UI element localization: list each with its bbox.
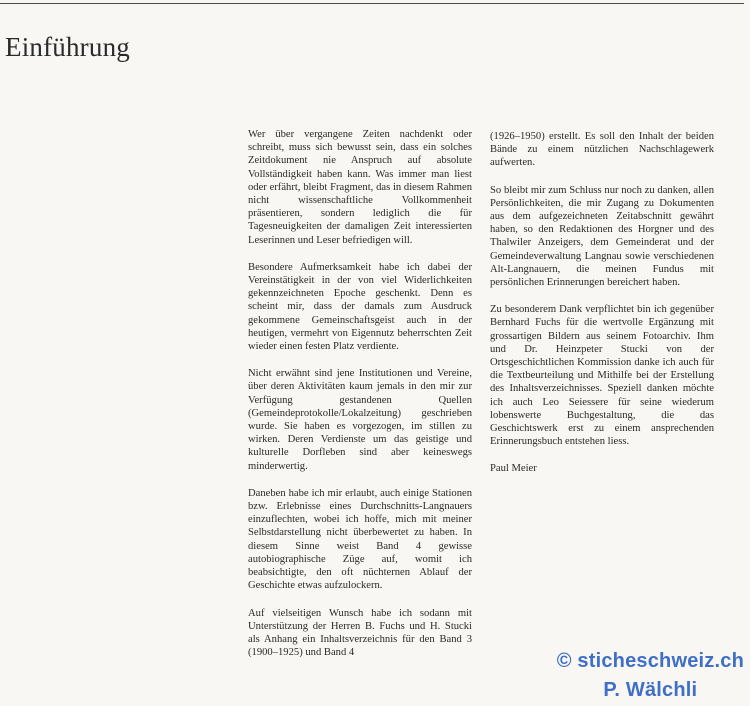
watermark-line-2: P. Wälchli (603, 679, 698, 701)
paragraph: Nicht erwähnt sind jene Institutionen und Vereine, über deren Aktivitäten kaum jemals in den mir zur Verfügung gestandenen Quellen (Gemeindeprotokolle/Lokalzeitung) geschrieben wurde. Sie haben es vorgezogen, im stillen zu wirken. Deren Verdienste um das geistige und kulturelle Dorfleben sind aber keineswegs minderwertig. (248, 368, 472, 472)
paragraph: Zu besonderem Dank verpflichtet bin ich gegenüber Bernhard Fuchs für die wertvolle Ergänzung mit grossartigen Bildern aus seinem Fotoarchiv. Ihm und Dr. Heinzpeter Stucki von der Ortsgeschichtlichen Kommission danke ich auch für die Textbeurteilung und Mithilfe bei der Erstellung des Inhaltsverzeichnisses. Speziell danken möchte ich auch Leo Seiessere für seine wiederum lobenswerte Buchgestaltung, die das Geschichtswerk erst zu einem ansprechenden Erinnerungsbuch entstehen liess. (490, 304, 714, 448)
right-text-column (490, 130, 714, 490)
paragraph: Auf vielseitigen Wunsch habe ich sodann mit Unterstützung der Herren B. Fuchs und H. Stucki als Anhang ein Inhaltsverzeichnis für den Band 3 (1900–1925) und Band 4 (248, 607, 472, 659)
page-title: Einführung (5, 32, 130, 63)
top-rule (0, 3, 744, 4)
watermark-line-1: © sticheschweiz.ch (556, 650, 744, 672)
paragraph: Besondere Aufmerksamkeit habe ich dabei der Vereinstätigkeit in der von viel Widerlichkeiten gekennzeichneten Epoche geschenkt. Denn es scheint mir, dass der damals zum Ausdruck gekommene Gemeinschaftsgeist auch in der heutigen, vermehrt von Eigennutz beherrschten Zeit wieder einen festen Platz verdiente. (248, 261, 472, 353)
paragraph: Daneben habe ich mir erlaubt, auch einige Stationen bzw. Erlebnisse eines Durchschnitts-Langnauers einzuflechten, wobei ich hoffe, mich mit meiner Selbstdarstellung nicht überbewertet zu haben. In diesem Sinne weist Band 4 gewisse autobiographische Züge auf, womit ich beabsichtigte, den oft nüchternen Ablauf der Geschichte etwas aufzulockern. (248, 487, 472, 592)
author-signature: Paul Meier (490, 463, 537, 475)
paragraph: So bleibt mir zum Schluss nur noch zu danken, allen Persönlichkeiten, die mir Zugang zu Dokumenten aus dem aufgezeichneten Zeitabschnitt gewährt haben, so den Redaktionen des Horgner und des Thalwiler Anzeigers, dem Gemeinderat und der Gemeindeverwaltung Langnau sowie verschiedenen Alt-Langnauern, die meinen Fundus mit persönlichen Erinnerungen bereichert haben. (490, 184, 714, 289)
watermark (557, 647, 744, 705)
left-text-column (248, 128, 472, 673)
paragraph: (1926–1950) erstellt. Es soll den Inhalt der beiden Bände zu einem nützlichen Nachschlagewerk aufwerten. (490, 131, 714, 169)
paragraph: Wer über vergangene Zeiten nachdenkt oder schreibt, muss sich bewusst sein, dass ein solches Zeitdokument nie Anspruch auf absolute Vollständigkeit haben kann. Was immer man liest oder erfährt, bleibt Fragment, das in diesem Rahmen nicht wissenschaftliche Vollkommenheit präsentieren, sondern lediglich die für Tagesneuigkeiten der damaligen Zeit interessierten Leserinnen und Leser befriedigen will. (248, 129, 472, 246)
